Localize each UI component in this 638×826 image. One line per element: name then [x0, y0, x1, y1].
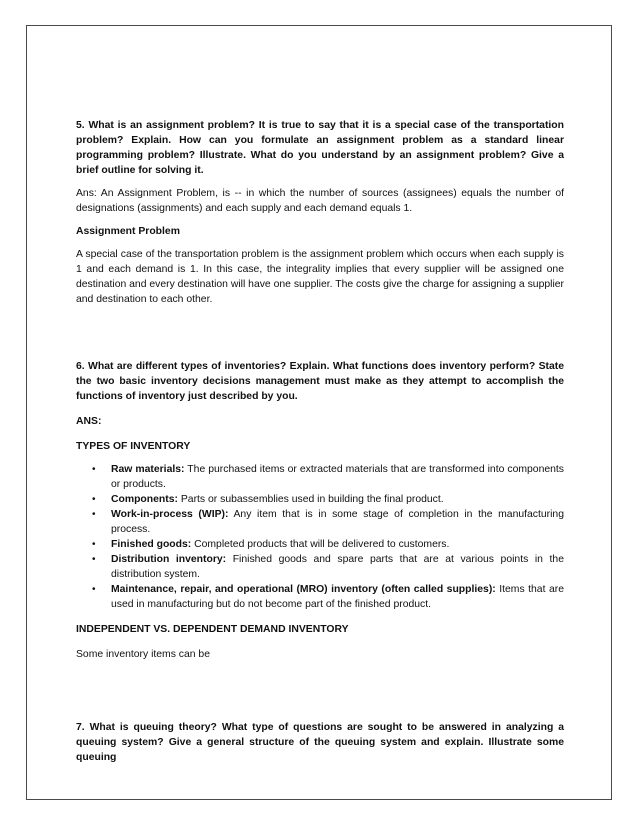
bullet-icon: • — [92, 494, 96, 505]
question-5: 5. What is an assignment problem? It is true to say that it is a special case of the transportation problem? Explain. How can you formulate an assignment problem as a standard linear programming problem? Illustrate. What do you understand by an assignment problem? Give a brief outline for solving it. — [76, 120, 564, 176]
list-item-term: Distribution inventory: — [111, 554, 227, 565]
list-item — [76, 552, 564, 582]
list-item-term: Finished goods: — [111, 539, 192, 550]
list-item-term: Components: — [111, 494, 178, 505]
bullet-icon: • — [92, 554, 96, 565]
list-item — [76, 537, 564, 552]
list-item — [76, 492, 564, 507]
list-item-term: Maintenance, repair, and operational (MRO) inventory (often called supplies): — [111, 584, 496, 595]
list-item-description: The purchased items or extracted materials that are transformed into components or products. — [111, 464, 564, 490]
list-item — [76, 582, 564, 612]
list-item-description: Finished goods and spare parts that are at various points in the distribution system. — [111, 554, 564, 580]
list-item — [76, 507, 564, 537]
types-of-inventory-heading: TYPES OF INVENTORY — [76, 441, 191, 452]
list-item-description: Any item that is in some stage of completion in the manufacturing process. — [111, 509, 564, 535]
assignment-problem-paragraph: A special case of the transportation problem is the assignment problem which occurs when each supply is 1 and each demand is 1. In this case, the integrality implies that every supplier will be assigned one destination and every destination will have one supplier. The costs give the charge for assigning a supplier and destination to each other. — [76, 249, 564, 305]
ans-label: ANS: — [76, 416, 102, 427]
independent-dependent-heading: INDEPENDENT VS. DEPENDENT DEMAND INVENTORY — [76, 624, 349, 635]
bullet-icon: • — [92, 584, 96, 595]
bullet-icon: • — [92, 509, 96, 520]
question-5-answer: Ans: An Assignment Problem, is -- in which the number of sources (assignees) equals the number of designations (assignments) and each supply and each demand equals 1. — [76, 188, 564, 214]
question-7: 7. What is queuing theory? What type of questions are sought to be answered in analyzing a queuing system? Give a general structure of the queuing system and explain. Illustrate some queuing — [76, 722, 564, 763]
list-item-description: Completed products that will be delivered to customers. — [191, 539, 450, 550]
bullet-icon: • — [92, 464, 96, 475]
list-item-term: Work-in-process (WIP): — [111, 509, 229, 520]
list-item-description: Items that are used in manufacturing but do not become part of the finished product. — [111, 584, 564, 610]
list-item-term: Raw materials: — [111, 464, 185, 475]
bullet-icon: • — [92, 539, 96, 550]
list-item-description: Parts or subassemblies used in building the final product. — [177, 494, 444, 505]
list-item — [76, 462, 564, 492]
assignment-problem-heading: Assignment Problem — [76, 226, 180, 237]
document-body — [76, 118, 564, 765]
inventory-types-list — [76, 462, 564, 612]
question-6: 6. What are different types of inventories? Explain. What functions does inventory perform? State the two basic inventory decisions management must make as they attempt to accomplish the functions of inventory just described by you. — [76, 361, 564, 402]
independent-dependent-text: Some inventory items can be — [76, 649, 210, 660]
